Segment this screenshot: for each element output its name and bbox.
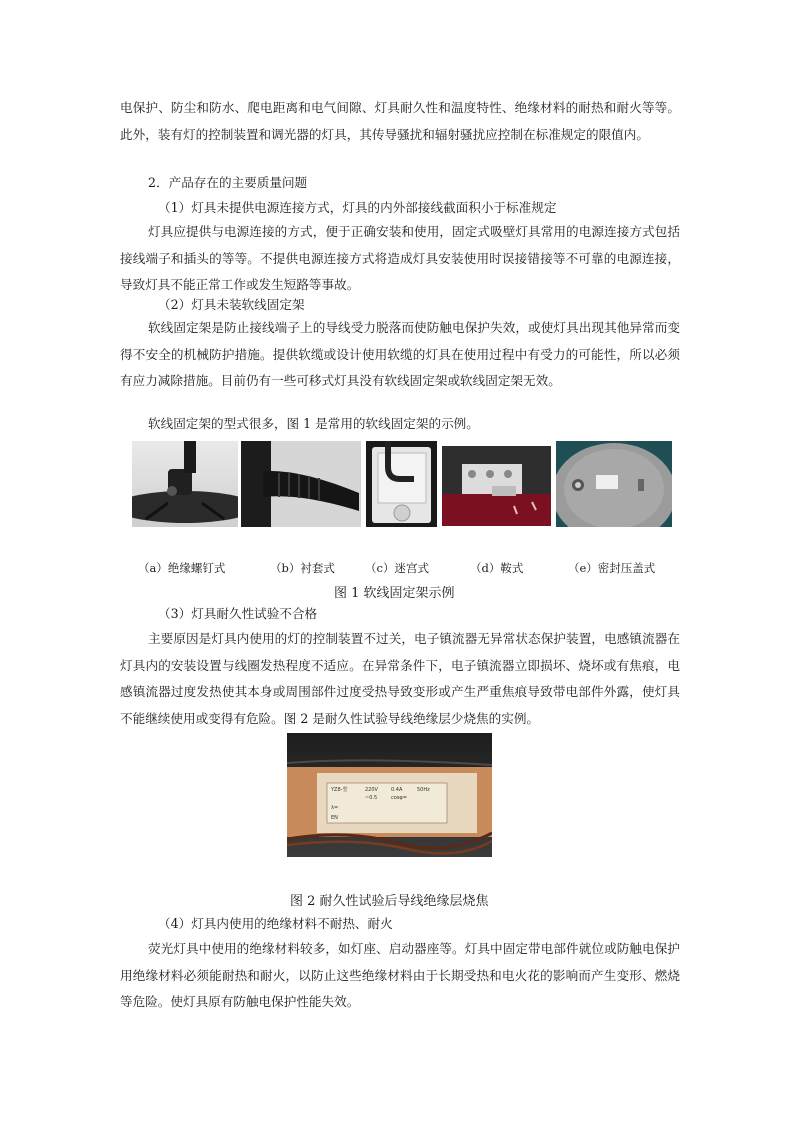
figure1-photo-e	[556, 441, 672, 527]
subsection-heading-1: （1）灯具未提供电源连接方式，灯具的内外部接线截面积小于标准规定	[158, 200, 557, 215]
figure1-caption-c: （c）迷宫式	[365, 561, 429, 575]
paragraph-insulation: 荧光灯具中使用的绝缘材料较多，如灯座、启动器座等。灯具中固定带电部件就位或防触电保护用绝缘材料必须能耐热和耐火，以防止这些绝缘材料由于长期受热和电火花的影响而产生变形、燃烧等危险。使灯具原有防触电保护性能失效。	[120, 941, 680, 1009]
paragraph-text: 电保护、防尘和防水、爬电距离和电气间隙、灯具耐久性和温度特性、绝缘材料的耐热和耐火等等。此外，装有灯的控制装置和调光器的灯具，其传导骚扰和辐射骚扰应控制在标准规定的限值内。	[120, 100, 680, 142]
figure2-label-text: 220V	[365, 787, 378, 793]
figure2-label-text: 50Hz	[417, 787, 430, 793]
figure2-label-text: EN	[331, 815, 338, 821]
figure1-photo-d	[442, 446, 551, 526]
figure1-caption-a: （a）绝缘螺钉式	[138, 561, 226, 575]
figure1-caption-b: （b）衬套式	[270, 561, 335, 575]
paragraph-figure-ref: 软线固定架的型式很多，图 1 是常用的软线固定架的示例。	[148, 416, 479, 431]
section-heading: 2．产品存在的主要质量问题	[148, 175, 308, 190]
figure2-title: 图 2 耐久性试验后导线绝缘层烧焦	[290, 894, 489, 909]
figure1-caption-e: （e）密封压盖式	[568, 561, 656, 575]
figure1-caption-d: （d）鞍式	[470, 561, 524, 575]
figure1-title: 图 1 软线固定架示例	[334, 586, 455, 601]
figure2-label-text: cosφ=	[391, 795, 407, 801]
figure1-photo-b	[241, 441, 361, 527]
figure1-photo-c	[366, 441, 437, 527]
figure1-photo-a	[132, 441, 238, 527]
subsection-heading-2: （2）灯具未装软线固定架	[158, 297, 305, 312]
figure2-label-text: ~0.5	[365, 795, 378, 801]
paragraph-durability: 主要原因是灯具内使用的灯的控制装置不过关，电子镇流器无异常状态保护装置，电感镇流器在灯具内的安装设置与线圈发热程度不适应。在异常条件下，电子镇流器立即损坏、烧坏或有焦痕，电感镇流器过度发热使其本身或周围部件过度受热导致变形或产生严重焦痕导致带电部件外露，使灯具不能继续使用或变得有危险。图 2 是耐久性试验导线绝缘层少烧焦的实例。	[120, 631, 680, 726]
figure2-label-text: 0.4A	[391, 787, 403, 793]
paragraph-cord-anchorage: 软线固定架是防止接线端子上的导线受力脱落而使防触电保护失效，或使灯具出现其他异常而变得不安全的机械防护措施。提供软缆或设计使用软缆的灯具在使用过程中有受力的可能性，所以必须有应力减除措施。目前仍有一些可移式灯具没有软线固定架或软线固定架无效。	[120, 320, 680, 388]
subsection-heading-4: （4）灯具内使用的绝缘材料不耐热、耐火	[158, 916, 393, 931]
figure2-photo	[287, 733, 492, 857]
figure2-label-text: YZ8-型	[331, 787, 348, 793]
subsection-heading-3: （3）灯具耐久性试验不合格	[158, 606, 318, 621]
figure2-label-text: λ=	[331, 805, 339, 811]
paragraph-connection: 灯具应提供与电源连接的方式，便于正确安装和使用，固定式吸壁灯具常用的电源连接方式包括接线端子和插头的等等。不提供电源连接方式将造成灯具安装使用时误接错接等不可靠的电源连接，导致灯具不能正常工作或发生短路等事故。	[120, 224, 680, 292]
